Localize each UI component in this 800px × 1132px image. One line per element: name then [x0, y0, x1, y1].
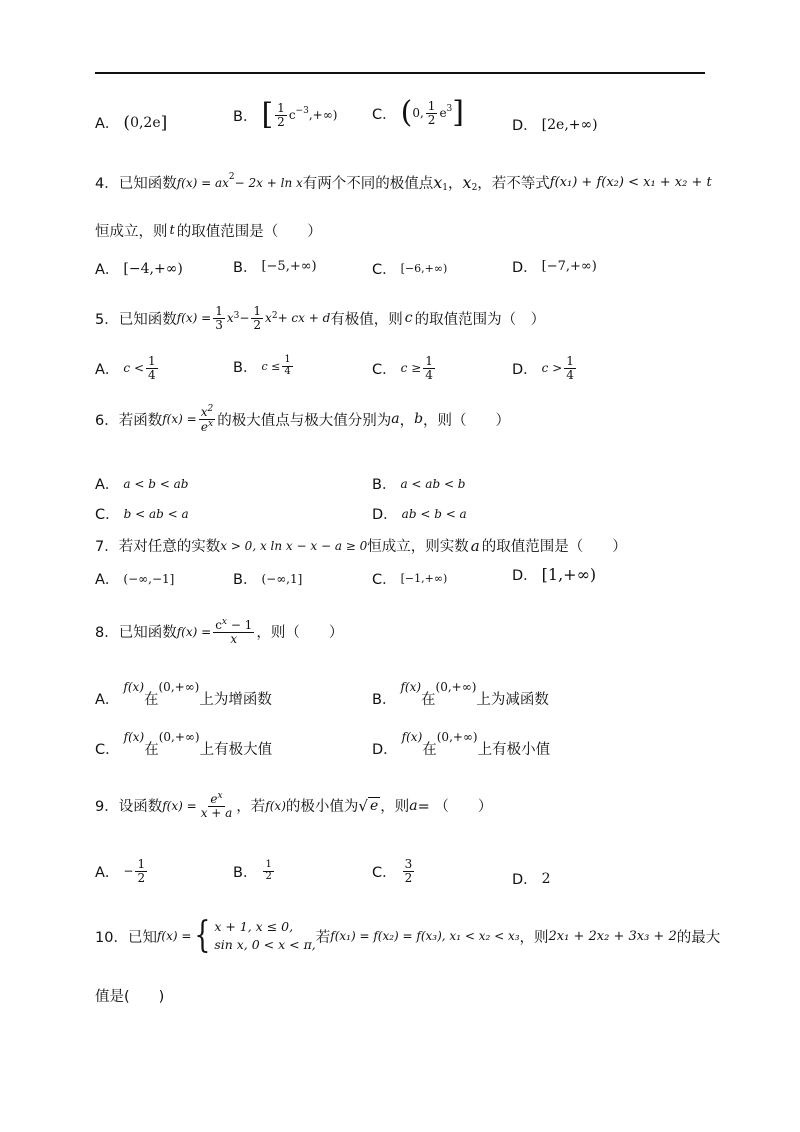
q8-option-a[interactable]: A． f(x) 在 (0,+∞) 上为增函数 [95, 680, 272, 708]
q3-option-c[interactable]: C． ( 0, $\frac{1}{2}$ e $^3$ ] [372, 95, 464, 130]
q4-option-a[interactable]: A． [−4,+∞) [95, 260, 183, 278]
q8-option-d[interactable]: D． f(x) 在 (0,+∞) 上有极小值 [372, 730, 551, 758]
q7-option-d[interactable]: D． [1,+∞) [512, 565, 597, 584]
q10-stem-line2: 值是( ) [95, 989, 165, 1005]
option-label: A． [95, 116, 120, 132]
q6-option-b[interactable]: B． a < ab < b [372, 476, 466, 493]
q4-stem-line1: 4．已知函数 f(x) = ax $^2$ − 2x + ln x 有两个不同的极值点 x $_1$ ， x $_2$ ，若不等式 f(x₁) + f(x₂) < x₁ + x₂ + t [95, 172, 712, 193]
fraction: $\frac{1}{2}$ [277, 100, 285, 129]
q6-stem: 6．若函数 f(x) = $\frac{x^2}{e^x}$ 的极大值点与极大值分别为 a ， b ，则（ ） [95, 404, 511, 434]
q9-option-d[interactable]: D． 2 [512, 870, 551, 888]
fraction: $\frac{1}{2}$ [427, 98, 436, 127]
q6-option-c[interactable]: C． b < ab < a [95, 506, 189, 523]
q6-option-a[interactable]: A． a < b < ab [95, 476, 189, 493]
q6-option-d[interactable]: D． ab < b < a [372, 506, 467, 523]
q10-stem-line1: 10．已知 f(x) = { x + 1, x ≤ 0, sin x, 0 < x < π, 若 f(x₁) = f(x₂) = f(x₃), x₁ < x₂ < x₃ ，则 2x₁ + 2x₂ + 3x₃ + 2 的最大 [95, 915, 721, 957]
header-rule [95, 72, 705, 74]
q7-option-c[interactable]: C． [−1,+∞) [372, 572, 448, 588]
q4-option-d[interactable]: D． [−7,+∞) [512, 259, 597, 276]
q9-option-a[interactable]: A． − $\frac{1}{2}$ [95, 857, 146, 885]
q4-option-b[interactable]: B． [−5,+∞) [233, 259, 317, 276]
q3-option-a[interactable]: A． ( 0,2e ] [95, 112, 168, 133]
q7-stem: 7．若对任意的实数 x > 0, x ln x − x − a ≥ 0 恒成立，则实数 a 的取值范围是（ ） [95, 536, 627, 555]
q7-option-a[interactable]: A． (−∞,−1] [95, 571, 175, 588]
option-label: D． [512, 118, 538, 134]
q5-option-d[interactable]: D． c > $\frac{1}{4}$ [512, 354, 574, 382]
q5-option-b[interactable]: B． c ≤ $\frac{1}{4}$ [233, 354, 291, 377]
q9-option-b[interactable]: B． $\frac{1}{2}$ [233, 859, 272, 882]
q3-option-d[interactable]: D． [2e,+∞) [512, 114, 598, 135]
q4-option-c[interactable]: C． [−6,+∞) [372, 262, 448, 278]
q8-option-c[interactable]: C． f(x) 在 (0,+∞) 上有极大值 [95, 730, 273, 758]
q5-option-c[interactable]: C． c ≥ $\frac{1}{4}$ [372, 354, 433, 382]
q3-option-b[interactable]: B． [ $\frac{1}{2}$ c $^{-3}$ ,+∞) [233, 97, 338, 132]
q4-stem-line2: 恒成立，则 t 的取值范围是（ ） [95, 223, 322, 240]
q9-stem: 9．设函数 f(x) = $\frac{e^x}{x + a}$ ，若 f(x) 的极小值为 √ e ，则 a = （ ） [95, 791, 493, 820]
q5-stem: 5．已知函数 f(x) = $\frac{1}{3}$ x 3 − $\frac{1}{2}$ x 2 + cx + d 有极值，则 c 的取值范围为（ ） [95, 304, 546, 332]
q8-option-b[interactable]: B． f(x) 在 (0,+∞) 上为减函数 [372, 680, 549, 708]
piecewise-brace: { x + 1, x ≤ 0, sin x, 0 < x < π, [194, 915, 316, 957]
option-label: C． [372, 106, 397, 123]
q7-option-b[interactable]: B． (−∞,1] [233, 571, 303, 588]
option-label: B． [233, 108, 258, 125]
q9-option-c[interactable]: C． $\frac{3}{2}$ [372, 857, 413, 885]
q5-option-a[interactable]: A． c < $\frac{1}{4}$ [95, 354, 156, 382]
q8-stem: 8．已知函数 f(x) = $\frac{c^x - 1}{x}$ ，则（ ） [95, 617, 344, 646]
